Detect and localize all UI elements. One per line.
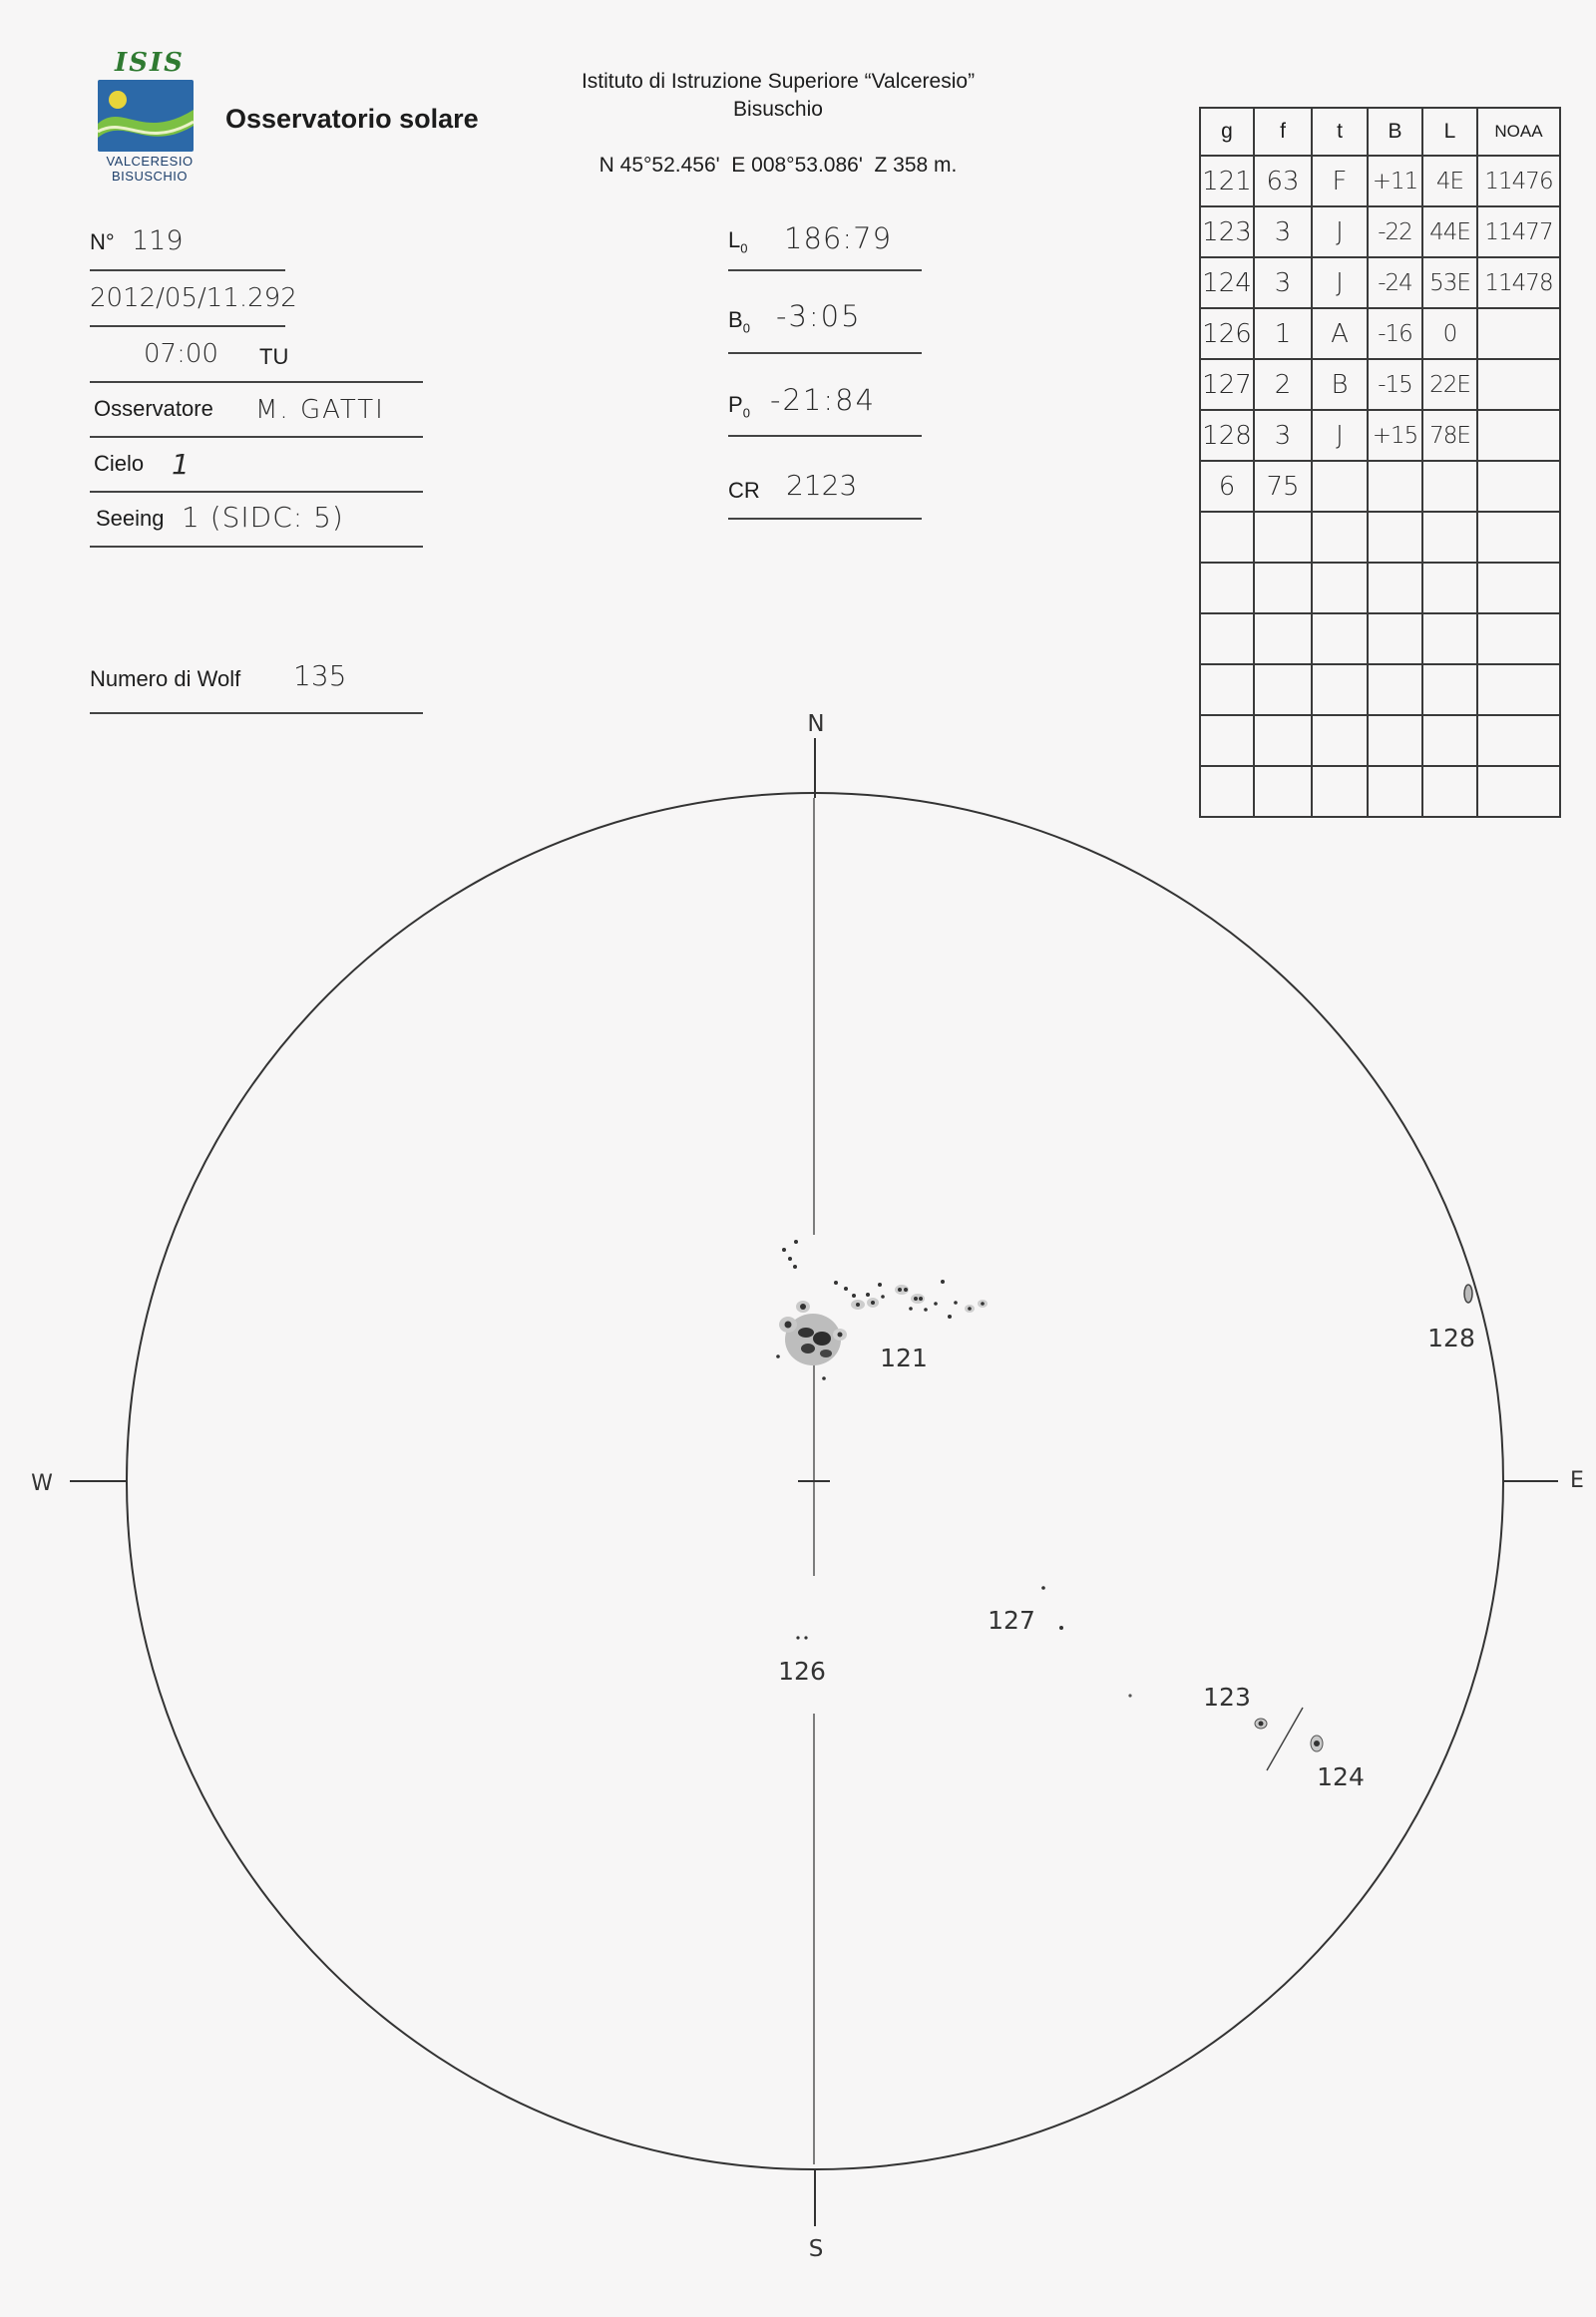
table-cell: J — [1312, 206, 1368, 257]
observation-date: 2012/05/11.292 — [90, 283, 297, 313]
page-title: Osservatorio solare — [225, 104, 479, 134]
institute-name: Istituto di Istruzione Superiore “Valceresio” — [581, 70, 976, 93]
east-label: E — [1570, 1468, 1584, 1493]
observatory-coordinates: N 45°52.456' E 008°53.086' Z 358 m. — [598, 154, 958, 177]
group-label-126: 126 — [778, 1657, 826, 1686]
faint-speck — [1128, 1694, 1131, 1697]
b0-label: $B_0$ — [728, 307, 750, 336]
seeing-value: 1 (SIDC: 5) — [182, 501, 344, 534]
observation-time: 07:00 — [144, 339, 218, 369]
table-cell: 127 — [1200, 359, 1254, 410]
table-cell: 6 — [1200, 461, 1254, 512]
table-cell: 4E — [1422, 156, 1477, 206]
table-cell: 11476 — [1477, 156, 1560, 206]
table-cell: F — [1312, 156, 1368, 206]
sky-label: Cielo — [94, 451, 145, 476]
record-number-label: N° — [90, 229, 115, 254]
carrington-value: 2123 — [786, 469, 858, 502]
table-cell: J — [1312, 410, 1368, 461]
table-cell: 11478 — [1477, 257, 1560, 308]
seeing-label: Seeing — [96, 506, 165, 531]
time-unit: TU — [259, 344, 289, 369]
table-cell: 1 — [1254, 308, 1312, 359]
header-count: f — [1254, 108, 1312, 156]
table-cell: 124 — [1200, 257, 1254, 308]
logo-line-2: BISUSCHIO — [111, 169, 188, 184]
table-cell: 123 — [1200, 206, 1254, 257]
table-cell: 78E — [1422, 410, 1477, 461]
sunspot-group-123 — [1255, 1719, 1267, 1729]
table-cell: -22 — [1368, 206, 1422, 257]
table-cell: 3 — [1254, 257, 1312, 308]
group-label-121: 121 — [880, 1344, 928, 1372]
north-label: N — [807, 711, 825, 737]
table-cell: J — [1312, 257, 1368, 308]
table-cell: -24 — [1368, 257, 1422, 308]
observer-label: Osservatore — [94, 396, 213, 421]
table-cell: -16 — [1368, 308, 1422, 359]
table-cell: +11 — [1368, 156, 1422, 206]
table-cell: 2 — [1254, 359, 1312, 410]
sunspot-group-126 — [796, 1636, 807, 1639]
group-label-128: 128 — [1427, 1324, 1475, 1352]
institute-town: Bisuschio — [733, 98, 823, 121]
group-label-127: 127 — [988, 1606, 1035, 1635]
b0-value: -3:05 — [776, 299, 862, 333]
table-cell: +15 — [1368, 410, 1422, 461]
carrington-label: CR — [728, 478, 760, 503]
l0-label: $L_0$ — [728, 227, 748, 256]
l0-value: 186:79 — [784, 221, 893, 255]
table-cell: 53E — [1422, 257, 1477, 308]
table-cell: 3 — [1254, 410, 1312, 461]
logo-wordmark: ISIS — [115, 48, 185, 78]
table-cell: 22E — [1422, 359, 1477, 410]
header-type: t — [1312, 108, 1368, 156]
sunspot-group-128 — [1464, 1285, 1472, 1303]
group-label-123: 123 — [1203, 1683, 1251, 1712]
header-longitude: L — [1422, 108, 1477, 156]
observer-value: M. GATTI — [255, 395, 385, 425]
table-cell: 121 — [1200, 156, 1254, 206]
table-cell: A — [1312, 308, 1368, 359]
logo-line-1: VALCERESIO — [106, 154, 194, 169]
sky-value: 1 — [172, 448, 190, 481]
header-group: g — [1200, 108, 1254, 156]
group-label-124: 124 — [1317, 1762, 1365, 1791]
sunspot-group-127 — [1041, 1586, 1063, 1630]
table-cell: 63 — [1254, 156, 1312, 206]
south-label: S — [808, 2236, 824, 2262]
table-cell: 44E — [1422, 206, 1477, 257]
header-latitude: B — [1368, 108, 1422, 156]
p0-label: $P_0$ — [728, 392, 750, 421]
header-noaa: NOAA — [1477, 108, 1560, 156]
table-cell: 128 — [1200, 410, 1254, 461]
p0-value: -21:84 — [770, 383, 877, 417]
table-cell: 126 — [1200, 308, 1254, 359]
table-cell: 0 — [1422, 308, 1477, 359]
table-cell: -15 — [1368, 359, 1422, 410]
wolf-number-value: 135 — [293, 659, 347, 692]
table-cell: B — [1312, 359, 1368, 410]
record-number-value: 119 — [132, 225, 184, 256]
wolf-number-label: Numero di Wolf — [90, 666, 241, 691]
table-cell: 11477 — [1477, 206, 1560, 257]
sunspot-group-124 — [1311, 1736, 1323, 1751]
table-cell: 3 — [1254, 206, 1312, 257]
table-cell: 75 — [1254, 461, 1312, 512]
west-label: W — [31, 1471, 53, 1496]
group-separator-line — [1267, 1708, 1303, 1770]
